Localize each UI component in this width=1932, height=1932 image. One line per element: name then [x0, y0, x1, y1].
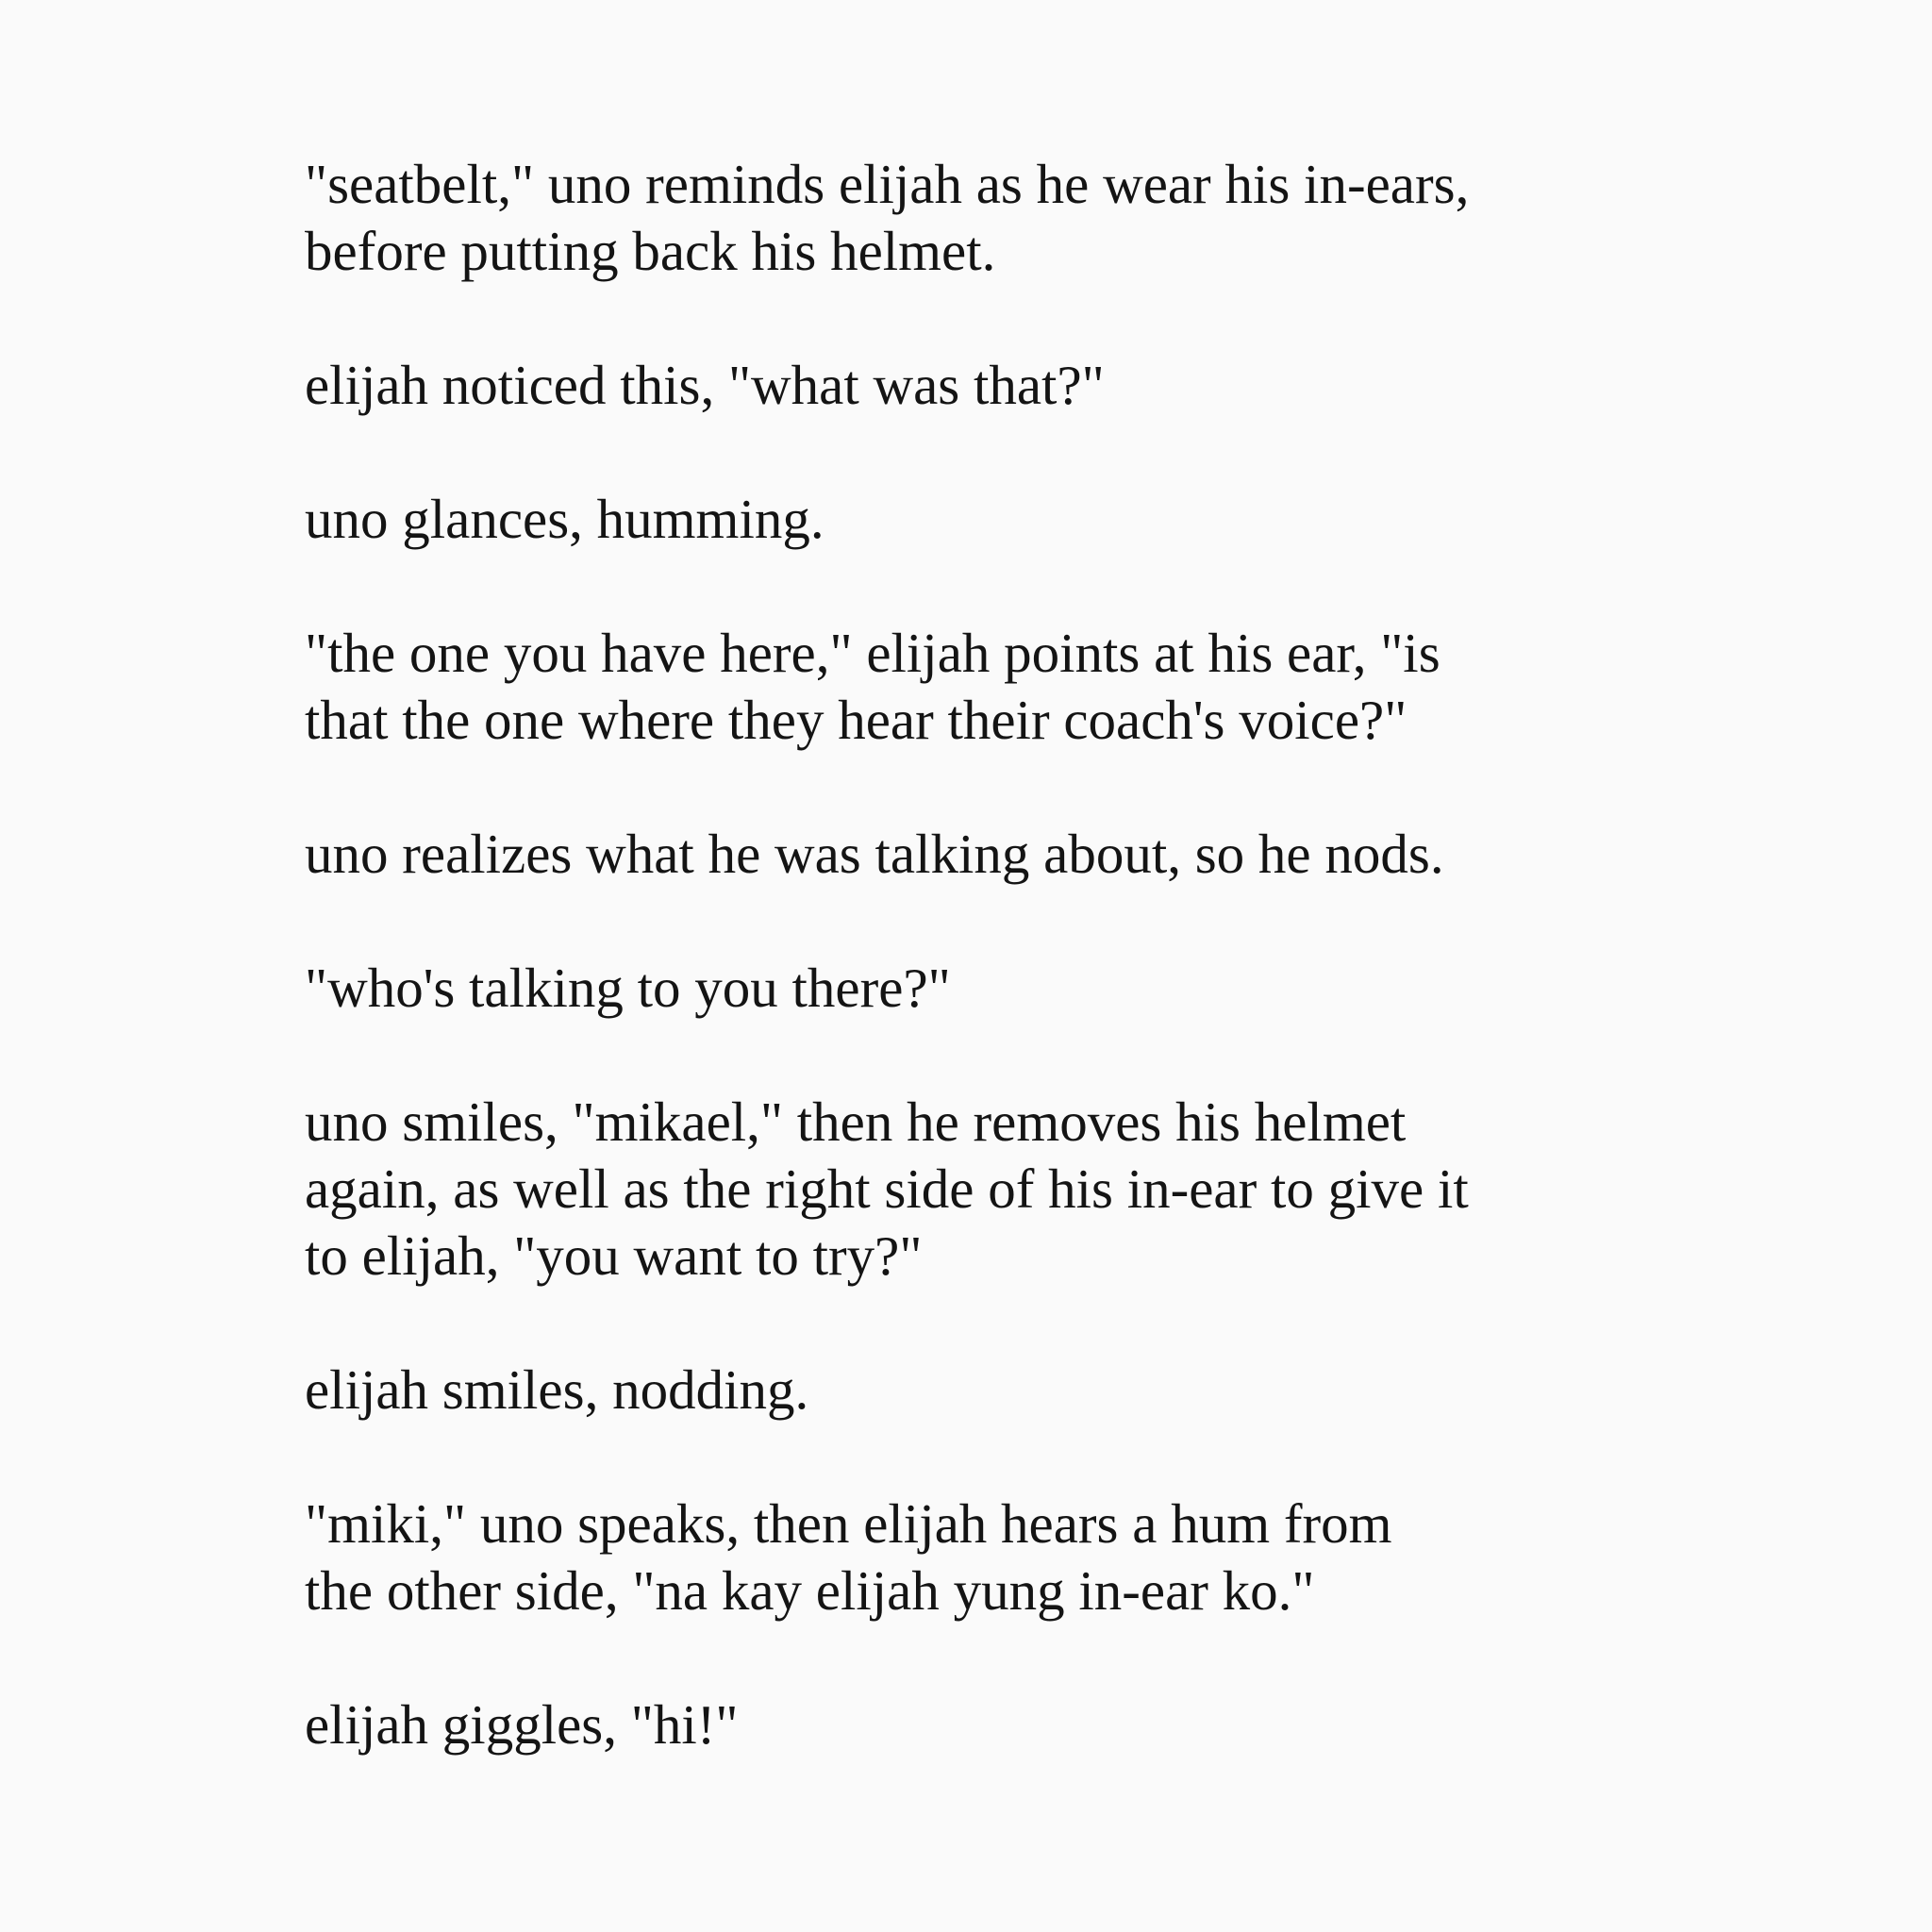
- paragraph-3: uno glances, humming.: [305, 488, 824, 550]
- paragraph-10: elijah giggles, "hi!": [305, 1693, 739, 1756]
- paragraph-7: uno smiles, "mikael," then he removes his helmet again, as well as the right side of his in-ear to give it to elijah, "you want to try?": [305, 1091, 1469, 1287]
- paragraph-1: "seatbelt," uno reminds elijah as he wear his in-ears, before putting back his helmet.: [305, 153, 1470, 282]
- story-text: [305, 151, 1663, 1758]
- paragraph-4: "the one you have here," elijah points at his ear, "is that the one where they hear their coach's voice?": [305, 622, 1441, 751]
- paragraph-6: "who's talking to you there?": [305, 957, 951, 1019]
- paragraph-9: "miki," uno speaks, then elijah hears a hum from the other side, "na kay elijah yung in-ear ko.": [305, 1492, 1392, 1622]
- paragraph-8: elijah smiles, nodding.: [305, 1358, 809, 1421]
- paragraph-5: uno realizes what he was talking about, so he nods.: [305, 823, 1444, 885]
- paragraph-2: elijah noticed this, "what was that?": [305, 354, 1105, 416]
